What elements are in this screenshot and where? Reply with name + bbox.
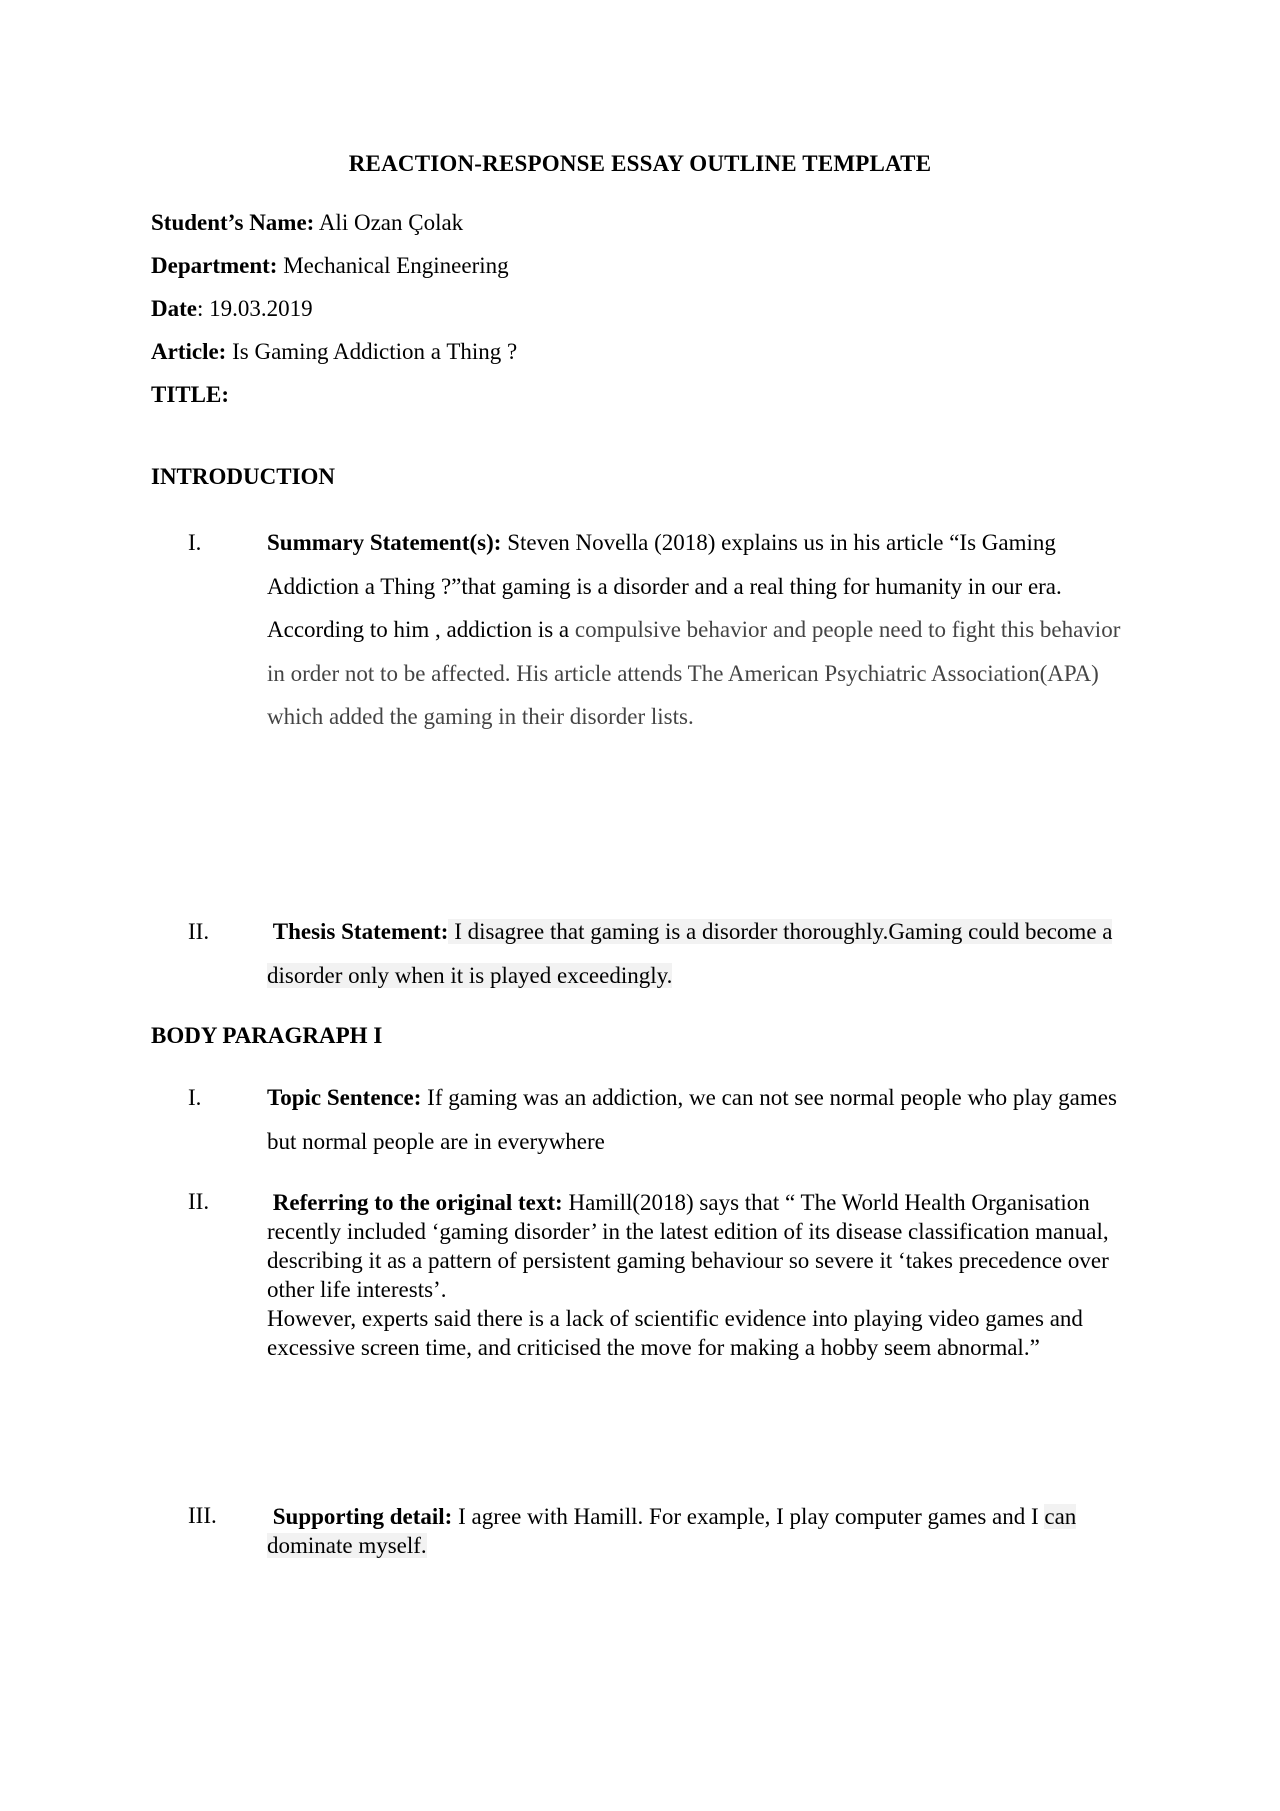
body-paragraph-heading: BODY PARAGRAPH I [151, 1023, 383, 1048]
reference-label: Referring to the original text: [272, 1190, 563, 1215]
title-label: TITLE: [151, 382, 229, 407]
date-value: : 19.03.2019 [196, 296, 313, 321]
summary-text: Steven Novella (2018) explains us in his article “Is Gaming Addiction a Thing ?”that gaming is a disorder and a real thing for humanity in our era. According to him , addiction is a [267, 530, 1062, 642]
summary-label: Summary Statement(s): [267, 530, 502, 555]
summary-statement [267, 521, 1129, 739]
department-field [151, 252, 509, 280]
topic-numeral: I. [188, 1085, 202, 1110]
reference-quote: Hamill(2018) says that “ The World Health Organisation recently included ‘gaming disorder’ in the latest edition of its disease classification manual, describing it as a pattern of persistent gaming behaviour so severe it ‘takes precedence over other life interests’. [267, 1190, 1109, 1302]
thesis-numeral: II. [188, 919, 210, 944]
date-field [151, 295, 313, 323]
article-label: Article: [151, 339, 227, 364]
thesis-statement [267, 910, 1129, 997]
supporting-text-highlight: can dominate myself. [267, 1504, 1077, 1558]
thesis-label: Thesis Statement: [272, 919, 449, 944]
reference-quote-continued: However, experts said there is a lack of scientific evidence into playing video games and excessive screen time, and criticised the move for making a hobby seem abnormal.” [267, 1306, 1083, 1360]
student-name-field [151, 209, 463, 237]
supporting-numeral: III. [188, 1503, 217, 1528]
student-name-label: Student’s Name: [151, 210, 315, 235]
supporting-text: I agree with Hamill. For example, I play computer games and I [452, 1504, 1045, 1529]
thesis-text: I disagree that gaming is a disorder thoroughly.Gaming could become a disorder only when it is played exceedingly. [267, 919, 1113, 988]
department-value: Mechanical Engineering [277, 253, 509, 278]
topic-text: If gaming was an addiction, we can not see normal people who play games but normal people are in everywhere [267, 1085, 1117, 1154]
supporting-label: Supporting detail: [272, 1504, 453, 1529]
topic-sentence [267, 1076, 1129, 1163]
reference-numeral: II. [188, 1189, 210, 1214]
department-label: Department: [151, 253, 278, 278]
reference-text-block [267, 1188, 1129, 1362]
article-field [151, 338, 517, 366]
student-name-value: Ali Ozan Çolak [314, 210, 464, 235]
summary-text-continued: compulsive behavior and people need to fight this behavior in order not to be affected. His article attends The American Psychiatric Association(APA) which added the gaming in their disorder lists. [267, 617, 1121, 729]
document-title: REACTION-RESPONSE ESSAY OUTLINE TEMPLATE [348, 151, 932, 176]
date-label: Date [151, 296, 197, 321]
topic-label: Topic Sentence: [267, 1085, 422, 1110]
article-value: Is Gaming Addiction a Thing ? [226, 339, 518, 364]
introduction-heading: INTRODUCTION [151, 464, 336, 489]
title-field [151, 381, 229, 409]
summary-numeral: I. [188, 530, 202, 555]
supporting-detail [267, 1502, 1129, 1560]
